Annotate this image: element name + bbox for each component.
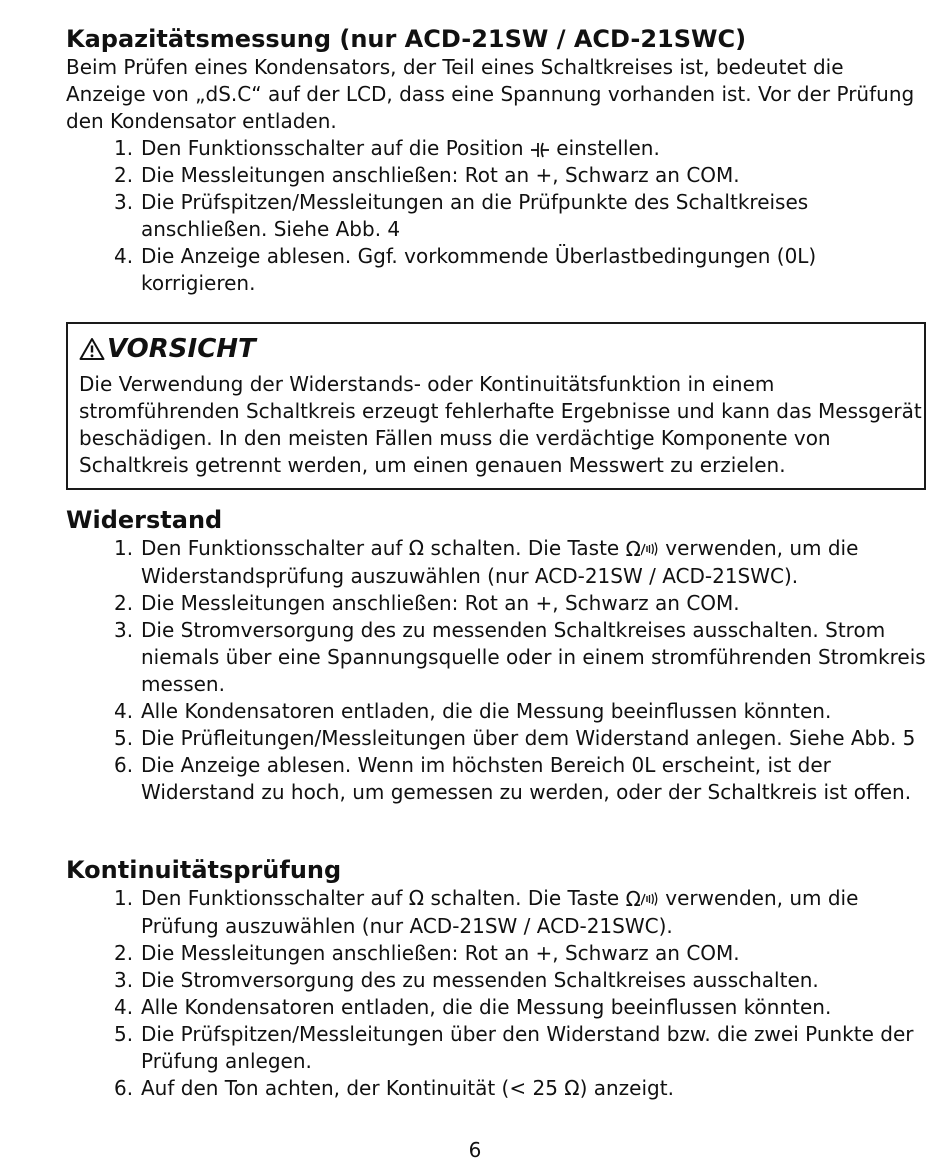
step-number: 4. <box>114 244 134 268</box>
list-item <box>66 535 928 590</box>
beeper-icon <box>641 541 659 557</box>
list-item <box>66 725 928 752</box>
step-text: Die Messleitungen anschließen: Rot an +, Schwarz an COM. <box>141 591 740 615</box>
step-text: Die Messleitungen anschließen: Rot an +, Schwarz an COM. <box>141 941 740 965</box>
step-number: 3. <box>114 190 134 214</box>
step-text: Die Prüfspitzen/Messleitungen an die Prüfpunkte des Schaltkreises anschließen. Siehe Abb. 4 <box>141 190 809 241</box>
step-number: 2. <box>114 163 134 187</box>
step-number: 5. <box>114 1022 134 1046</box>
step-number: 2. <box>114 941 134 965</box>
step-text-a: Den Funktionsschalter auf <box>141 886 403 910</box>
resistance-heading: Widerstand <box>66 506 223 534</box>
list-item <box>66 967 928 994</box>
step-text-c: verwenden, um die Prüfung auszuwählen (nur ACD-21SW / ACD-21SWC). <box>141 886 859 938</box>
page-number: 6 <box>468 1138 482 1162</box>
capacitor-icon <box>530 141 550 159</box>
step-text-a: Den Funktionsschalter auf die Position <box>141 136 524 160</box>
list-item <box>66 135 928 162</box>
step-number: 3. <box>114 968 134 992</box>
continuity-section <box>66 856 928 1102</box>
step-number: 4. <box>114 995 134 1019</box>
continuity-steps <box>66 885 928 1102</box>
step-text: Die Anzeige ablesen. Wenn im höchsten Bereich 0L erscheint, ist der Widerstand zu hoch, um gemessen zu werden, oder der Schaltkreis ist offen. <box>141 753 912 804</box>
capacitance-intro: Beim Prüfen eines Kondensators, der Teil eines Schaltkreises ist, bedeutet die Anzeige von „dS.C“ auf der LCD, dass eine Spannung vorhanden ist. Vor der Prüfung den Kondensator entladen. <box>66 55 915 133</box>
step-text: Die Stromversorgung des zu messenden Schaltkreises ausschalten. Strom niemals über eine Spannungsquelle oder in einem stromführenden Stromkreis messen. <box>141 618 926 696</box>
ohm-beep-key-icon <box>626 886 659 913</box>
step-text: Die Stromversorgung des zu messenden Schaltkreises ausschalten. <box>141 968 819 992</box>
capacitance-steps <box>66 135 928 297</box>
omega-symbol: Ω <box>408 886 425 910</box>
step-number: 3. <box>114 618 134 642</box>
omega-symbol: Ω <box>408 536 425 560</box>
step-text-a: Auf den Ton achten, der Kontinuität (< 25 <box>141 1076 558 1100</box>
step-text-c: verwenden, um die Widerstandsprüfung auszuwählen (nur ACD-21SW / ACD-21SWC). <box>141 536 859 588</box>
capacitance-heading: Kapazitätsmessung (nur ACD-21SW / ACD-21SWC) <box>66 25 747 53</box>
list-item <box>66 189 928 243</box>
ohm-beep-key-icon <box>626 536 659 563</box>
resistance-steps <box>66 535 928 806</box>
list-item <box>66 243 928 297</box>
step-number: 6. <box>114 1076 134 1100</box>
step-text-a: Den Funktionsschalter auf <box>141 536 403 560</box>
warning-triangle-icon <box>79 337 105 361</box>
list-item <box>66 590 928 617</box>
continuity-heading: Kontinuitätsprüfung <box>66 856 342 884</box>
list-item <box>66 162 928 189</box>
step-text-b: schalten. Die Taste <box>430 886 620 910</box>
caution-title: VORSICHT <box>107 334 256 364</box>
omega-symbol: Ω <box>564 1076 580 1100</box>
step-text: Die Prüfleitungen/Messleitungen über dem Widerstand anlegen. Siehe Abb. 5 <box>141 726 916 750</box>
step-text: Alle Kondensatoren entladen, die die Messung beeinflussen könnten. <box>141 699 832 723</box>
step-text-b: schalten. Die Taste <box>430 536 620 560</box>
capacitance-section <box>66 25 928 297</box>
caution-box <box>66 322 926 490</box>
list-item <box>66 617 928 698</box>
beeper-icon <box>641 891 659 907</box>
caution-body: Die Verwendung der Widerstands- oder Kontinuitätsfunktion in einem stromführenden Schaltkreis erzeugt fehlerhafte Ergebnisse und kann das Messgerät beschädigen. In den meisten Fällen muss die verdächtige Komponente von Schaltkreis getrennt werden, um einen genauen Messwert zu erzielen. <box>79 372 922 477</box>
step-number: 6. <box>114 753 134 777</box>
step-number: 4. <box>114 699 134 723</box>
step-text: Die Prüfspitzen/Messleitungen über den Widerstand bzw. die zwei Punkte der Prüfung anlegen. <box>141 1022 914 1073</box>
list-item <box>66 885 928 940</box>
step-number: 1. <box>114 886 134 910</box>
step-text: Die Messleitungen anschließen: Rot an +, Schwarz an COM. <box>141 163 740 187</box>
step-number: 2. <box>114 591 134 615</box>
omega-symbol: Ω <box>625 887 641 911</box>
step-text-b: einstellen. <box>556 136 660 160</box>
list-item <box>66 1075 928 1102</box>
list-item <box>66 752 928 806</box>
resistance-section <box>66 506 928 806</box>
step-number: 1. <box>114 536 134 560</box>
step-text: Die Anzeige ablesen. Ggf. vorkommende Überlastbedingungen (0L) korrigieren. <box>141 244 817 295</box>
list-item <box>66 698 928 725</box>
step-number: 5. <box>114 726 134 750</box>
list-item <box>66 940 928 967</box>
caution-title-row <box>79 332 924 366</box>
omega-symbol: Ω <box>625 537 641 561</box>
list-item <box>66 1021 928 1075</box>
step-text-b: ) anzeigt. <box>579 1076 674 1100</box>
step-text: Alle Kondensatoren entladen, die die Messung beeinflussen könnten. <box>141 995 832 1019</box>
step-number: 1. <box>114 136 134 160</box>
list-item <box>66 994 928 1021</box>
